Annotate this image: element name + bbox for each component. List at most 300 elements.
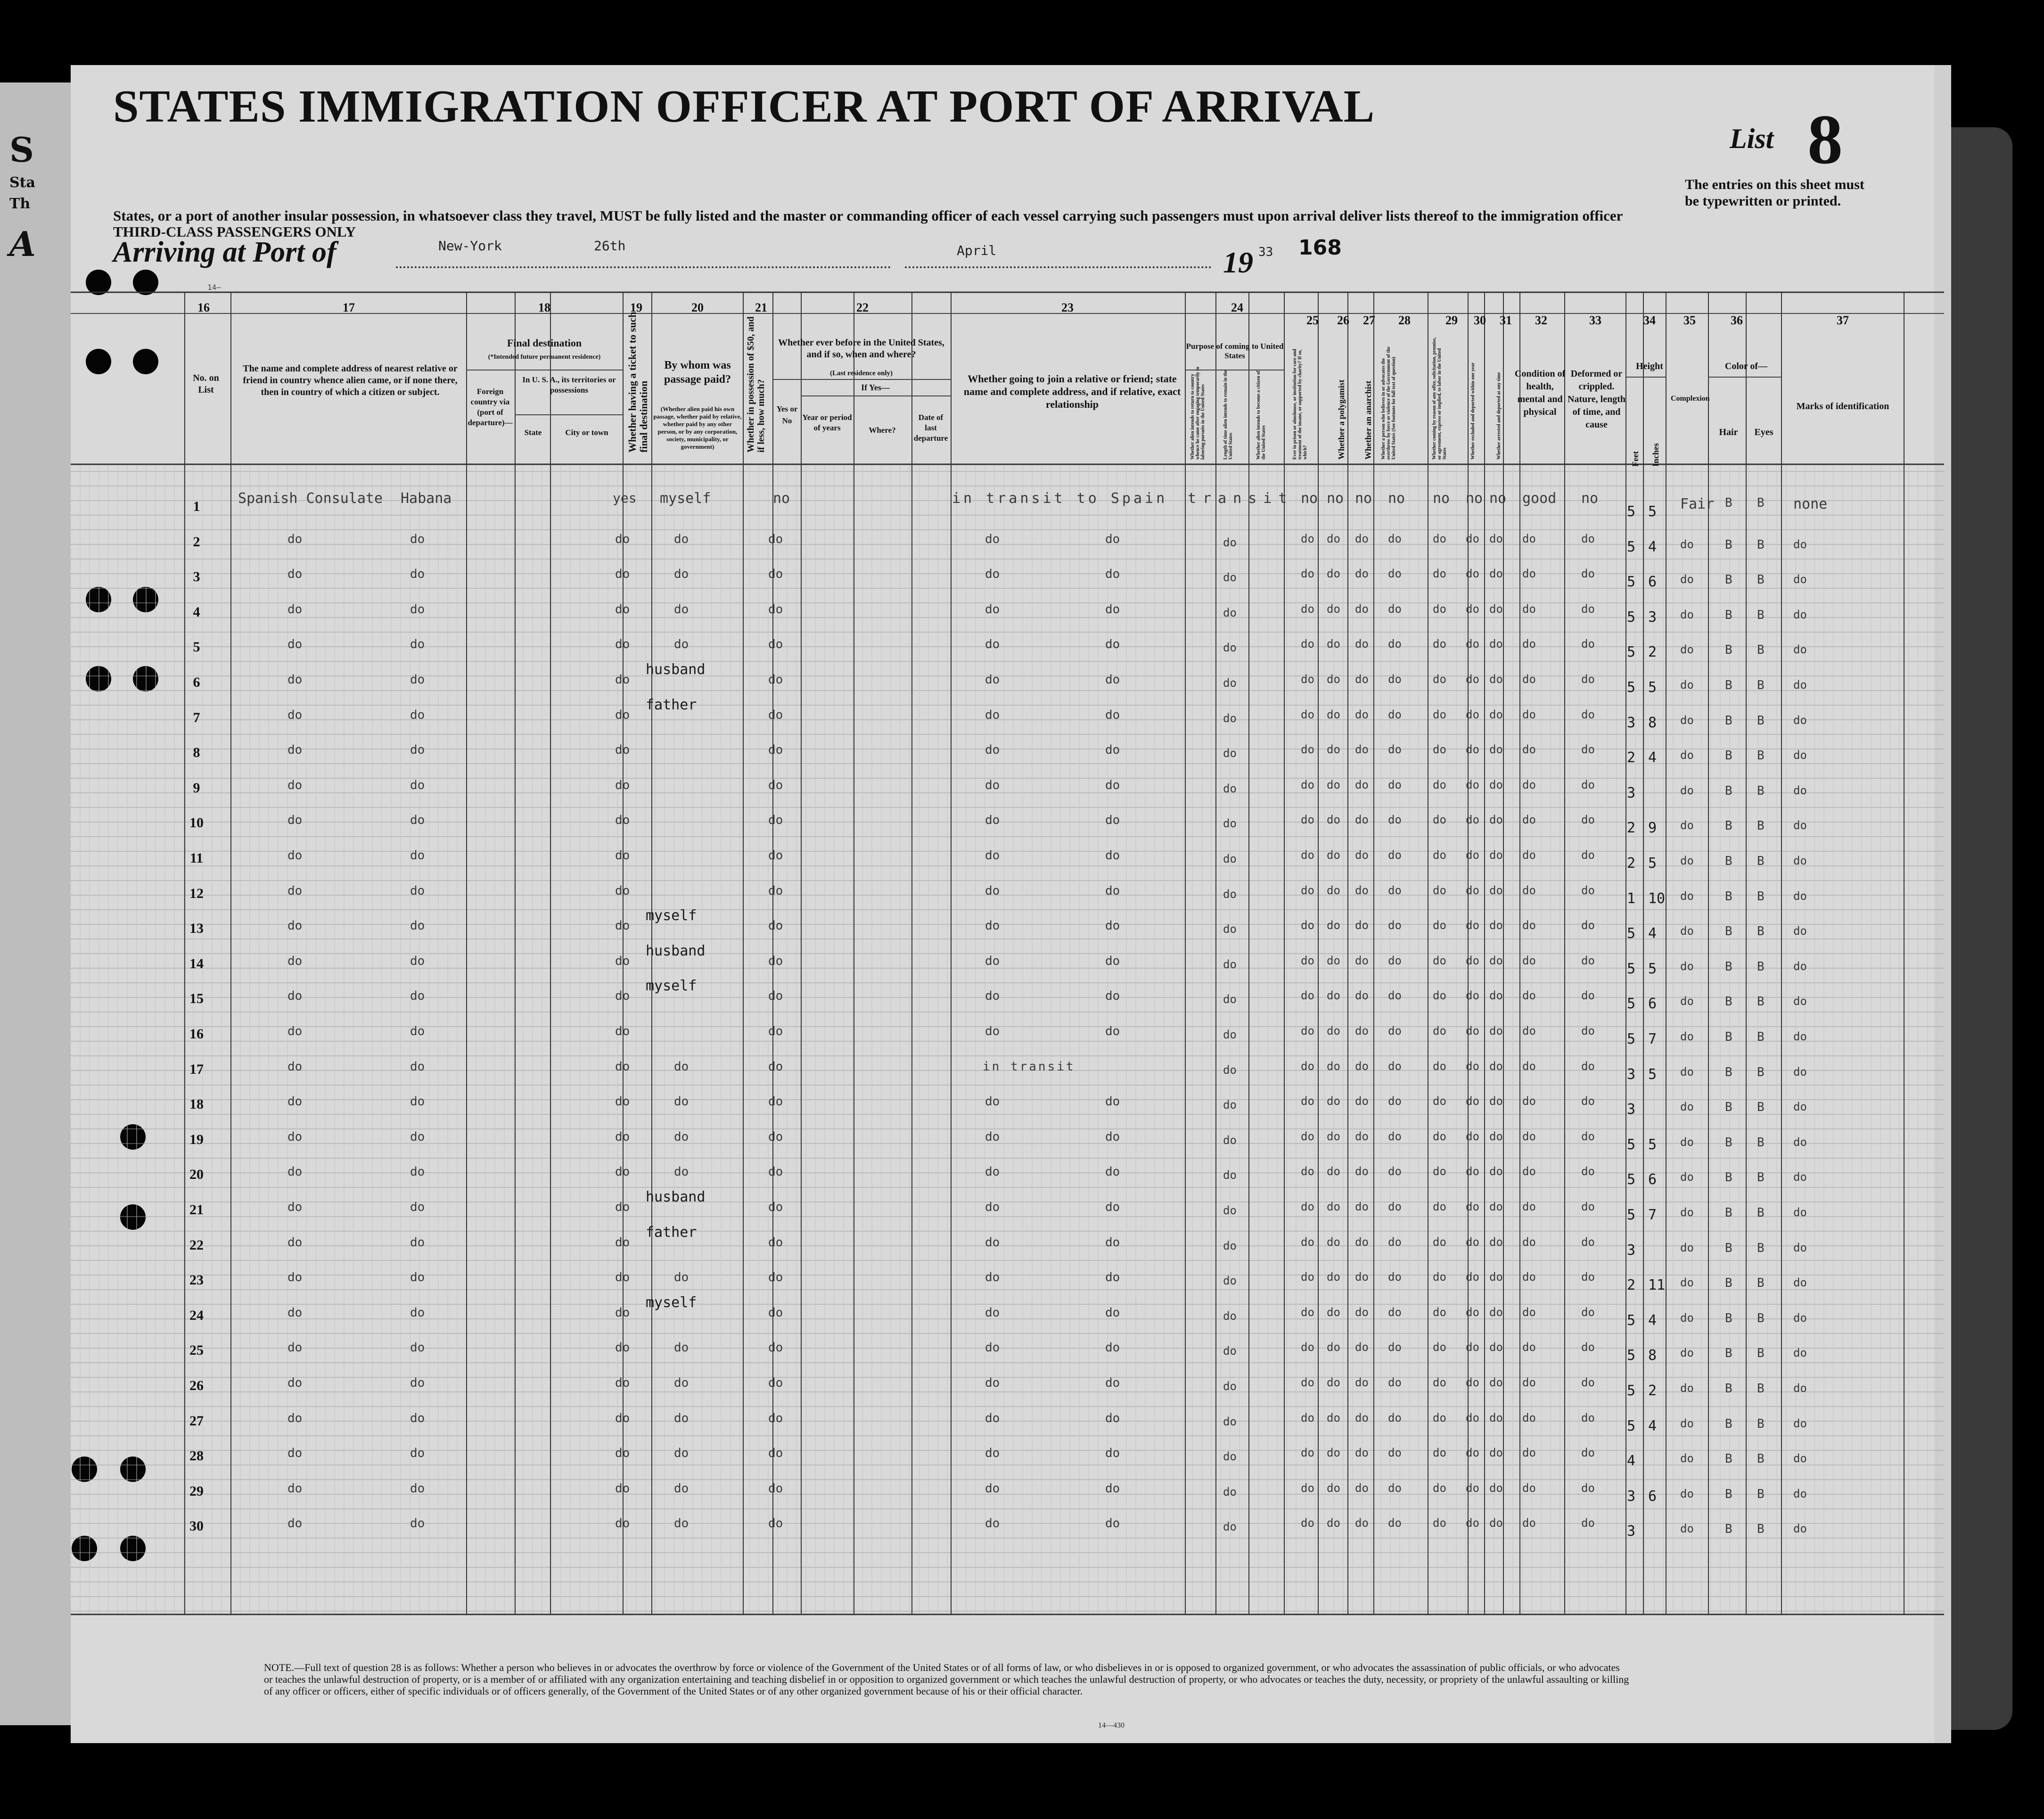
going-to-join: do: [985, 1270, 1000, 1285]
labor-offer-value: do: [1433, 1165, 1446, 1178]
height-feet: 5: [1627, 1417, 1636, 1434]
marks-value: do: [1793, 1452, 1807, 1465]
deformed-value: do: [1581, 1516, 1595, 1530]
ticket-value: do: [615, 1235, 630, 1250]
hair-value: B: [1725, 713, 1732, 728]
height-feet: 5: [1627, 574, 1636, 591]
purpose-value: do: [1223, 1063, 1237, 1077]
marks-value: do: [1793, 1100, 1807, 1114]
anarchist-value: do: [1355, 1235, 1369, 1249]
money-value: do: [768, 1516, 783, 1531]
going-to-join: do: [1105, 1095, 1120, 1109]
hair-value: B: [1725, 995, 1732, 1009]
excluded-value: do: [1466, 1341, 1479, 1354]
health-value: do: [1522, 1059, 1536, 1073]
height-feet: 5: [1627, 538, 1636, 555]
prison-value: do: [1301, 778, 1314, 791]
deformed-value: do: [1581, 1095, 1595, 1108]
excluded-value: do: [1466, 1516, 1479, 1530]
health-value: do: [1522, 989, 1536, 1003]
overthrow-value: do: [1388, 919, 1402, 932]
arrested-value: do: [1489, 1129, 1503, 1143]
row-number: 3: [193, 569, 200, 585]
going-to-join: do: [985, 708, 1000, 722]
relative-name: do: [287, 919, 303, 933]
labor-offer-value: do: [1433, 1059, 1446, 1073]
complexion-value: do: [1680, 924, 1694, 938]
hair-value: B: [1725, 1522, 1732, 1537]
anarchist-value: do: [1355, 1270, 1369, 1284]
health-value: good: [1522, 490, 1557, 507]
money-value: do: [768, 1446, 783, 1461]
day-value: 26th: [594, 238, 626, 254]
going-to-join: do: [1105, 567, 1120, 582]
money-value: do: [768, 1481, 783, 1496]
row-number: 4: [193, 604, 200, 620]
header-feet: Feet: [1631, 451, 1640, 467]
purpose-value: do: [1223, 1028, 1237, 1041]
marks-value: do: [1793, 1346, 1807, 1360]
labor-offer-value: do: [1433, 778, 1446, 791]
going-to-join: do: [985, 813, 1000, 828]
going-to-join: do: [985, 567, 1000, 582]
going-to-join: do: [985, 1305, 1000, 1320]
anarchist-value: do: [1355, 848, 1369, 862]
arrested-value: do: [1489, 1024, 1503, 1037]
eyes-value: B: [1757, 889, 1765, 904]
hair-value: B: [1725, 537, 1732, 552]
overthrow-value: do: [1388, 1446, 1402, 1460]
going-to-join: do: [1105, 919, 1120, 933]
relative-name: do: [287, 1516, 303, 1531]
going-to-join: do: [1105, 1516, 1120, 1531]
prison-value: do: [1301, 1446, 1314, 1460]
paid-by: do: [674, 1129, 689, 1144]
marks-value: do: [1793, 1135, 1807, 1149]
prison-value: do: [1301, 813, 1314, 827]
column-number: 23: [1061, 301, 1074, 314]
height-feet: 1: [1627, 890, 1636, 907]
column-number: 20: [691, 301, 704, 314]
money-value: do: [768, 989, 783, 1004]
height-inches: 5: [1648, 1066, 1657, 1083]
column-number: 26: [1337, 313, 1349, 327]
complexion-value: do: [1680, 678, 1694, 691]
going-to-join: do: [985, 1129, 1000, 1144]
header-foreign-country: Foreign country via (port of departure)—: [468, 387, 513, 427]
overthrow-value: do: [1388, 1129, 1402, 1143]
column-number: 28: [1398, 313, 1411, 327]
eyes-value: B: [1757, 1065, 1765, 1079]
height-inches: 6: [1648, 574, 1657, 591]
eyes-value: B: [1757, 496, 1765, 510]
deformed-value: do: [1581, 637, 1595, 651]
height-feet: 3: [1627, 1523, 1636, 1540]
going-to-join: do: [1105, 1270, 1120, 1285]
excluded-value: do: [1466, 708, 1479, 721]
money-value: do: [768, 1341, 783, 1355]
deformed-value: do: [1581, 919, 1595, 932]
deformed-value: do: [1581, 954, 1595, 967]
prison-value: do: [1301, 1024, 1314, 1037]
excluded-value: do: [1466, 602, 1479, 616]
height-feet: 3: [1627, 1066, 1636, 1083]
complexion-value: do: [1680, 1241, 1694, 1254]
money-value: do: [768, 1165, 783, 1179]
hair-value: B: [1725, 1346, 1732, 1361]
eyes-value: B: [1757, 1522, 1765, 1537]
header-money: Whether in possession of $50, and if less, how much?: [746, 316, 766, 453]
marks-value: do: [1793, 537, 1807, 551]
overthrow-value: do: [1388, 778, 1402, 791]
arrested-value: do: [1489, 602, 1503, 616]
relative-name: do: [287, 1341, 303, 1355]
paid-by: do: [674, 1516, 689, 1531]
polygamist-value: do: [1327, 954, 1340, 967]
going-to-join: do: [985, 532, 1000, 546]
anarchist-value: do: [1355, 637, 1369, 651]
deformed-value: no: [1581, 490, 1599, 507]
overthrow-value: do: [1388, 743, 1402, 757]
health-value: do: [1522, 1341, 1536, 1354]
deformed-value: do: [1581, 708, 1595, 721]
hair-value: B: [1725, 749, 1732, 763]
column-number: 35: [1683, 313, 1696, 327]
prison-value: do: [1301, 1341, 1314, 1354]
ticket-value: do: [615, 813, 630, 828]
height-feet: 2: [1627, 820, 1636, 837]
health-value: do: [1522, 1376, 1536, 1389]
going-to-join: do: [1105, 848, 1120, 863]
polygamist-value: do: [1327, 1270, 1340, 1284]
excluded-value: do: [1466, 1305, 1479, 1319]
prison-value: do: [1301, 602, 1314, 616]
prison-value: do: [1301, 708, 1314, 721]
paid-by: father: [646, 1224, 697, 1241]
height-inches: 6: [1648, 996, 1657, 1012]
polygamist-value: do: [1327, 567, 1340, 581]
relative-name: do: [287, 1165, 303, 1179]
ticket-value: do: [615, 954, 630, 968]
arrested-value: do: [1489, 1376, 1503, 1389]
relative-name: do: [287, 1129, 303, 1144]
marks-value: none: [1793, 496, 1828, 512]
excluded-value: do: [1466, 1446, 1479, 1460]
marks-value: do: [1793, 608, 1807, 621]
hair-value: B: [1725, 1276, 1732, 1291]
excluded-value: do: [1466, 532, 1479, 545]
complexion-value: do: [1680, 1065, 1694, 1078]
height-inches: 8: [1648, 714, 1657, 731]
relative-name: do: [287, 1481, 303, 1496]
ticket-value: do: [615, 1024, 630, 1038]
anarchist-value: do: [1355, 1165, 1369, 1178]
height-feet: 5: [1627, 1383, 1636, 1399]
deformed-value: do: [1581, 848, 1595, 862]
overthrow-value: do: [1388, 532, 1402, 545]
anarchist-value: do: [1355, 1059, 1369, 1073]
arrested-value: do: [1489, 1481, 1503, 1495]
complexion-value: do: [1680, 1452, 1694, 1465]
row-number: 29: [189, 1483, 204, 1499]
relative-place: do: [410, 1341, 425, 1355]
paid-by: husband: [646, 1189, 706, 1205]
deformed-value: do: [1581, 1376, 1595, 1389]
going-to-join: do: [1105, 1235, 1120, 1250]
height-inches: 11: [1648, 1277, 1666, 1294]
purpose-value: do: [1223, 817, 1237, 831]
paid-by: do: [674, 1481, 689, 1496]
ticket-value: do: [615, 1165, 630, 1179]
marks-value: do: [1793, 1276, 1807, 1290]
eyes-value: B: [1757, 1206, 1765, 1220]
labor-offer-value: do: [1433, 989, 1446, 1003]
prison-value: do: [1301, 883, 1314, 897]
anarchist-value: do: [1355, 778, 1369, 791]
prison-value: do: [1301, 1165, 1314, 1178]
anarchist-value: no: [1355, 490, 1372, 507]
row-number: 18: [189, 1096, 204, 1112]
ticket-value: do: [615, 919, 630, 933]
money-value: do: [768, 1235, 783, 1250]
height-feet: 5: [1627, 925, 1636, 942]
deformed-value: do: [1581, 567, 1595, 581]
column-number: 16: [197, 301, 210, 314]
anarchist-value: do: [1355, 883, 1369, 897]
height-feet: 5: [1627, 1207, 1636, 1223]
height-inches: 8: [1648, 1347, 1657, 1364]
arrested-value: do: [1489, 1411, 1503, 1424]
money-value: do: [768, 708, 783, 722]
relative-place: do: [410, 1376, 425, 1390]
deformed-value: do: [1581, 1129, 1595, 1143]
relative-name: do: [287, 1411, 303, 1425]
port-value: New-York: [438, 238, 502, 254]
excluded-value: do: [1466, 1165, 1479, 1178]
purpose-value: do: [1223, 571, 1237, 584]
header-health: Condition of health, mental and physical: [1514, 369, 1566, 417]
column-number: 25: [1306, 313, 1319, 327]
ticket-value: do: [615, 673, 630, 687]
purpose-value: do: [1223, 1133, 1237, 1147]
complexion-value: do: [1680, 1311, 1694, 1325]
money-value: no: [773, 490, 790, 507]
labor-offer-value: no: [1433, 490, 1450, 507]
row-number: 14: [189, 955, 204, 971]
eyes-value: B: [1757, 573, 1765, 587]
arrested-value: do: [1489, 708, 1503, 721]
anarchist-value: do: [1355, 1341, 1369, 1354]
labor-offer-value: do: [1433, 883, 1446, 897]
going-to-join: do: [985, 848, 1000, 863]
row-number: 20: [189, 1167, 204, 1183]
prison-value: do: [1301, 848, 1314, 862]
money-value: do: [768, 1024, 783, 1038]
column-number: 37: [1837, 313, 1849, 327]
deformed-value: do: [1581, 602, 1595, 616]
excluded-value: do: [1466, 1481, 1479, 1495]
going-to-join: do: [985, 1235, 1000, 1250]
anarchist-value: do: [1355, 1024, 1369, 1037]
height-inches: 5: [1648, 960, 1657, 977]
health-value: do: [1522, 1235, 1536, 1249]
paid-by: do: [674, 567, 689, 582]
polygamist-value: do: [1327, 1341, 1340, 1354]
overthrow-value: do: [1388, 1341, 1402, 1354]
going-to-join: do: [985, 1165, 1000, 1179]
anarchist-value: do: [1355, 567, 1369, 581]
row-number: 15: [189, 991, 204, 1007]
header-complexion: Complexion: [1671, 395, 1710, 403]
prison-value: do: [1301, 954, 1314, 967]
complexion-value: Fair: [1680, 496, 1715, 512]
height-feet: 5: [1627, 960, 1636, 977]
polygamist-value: do: [1327, 1376, 1340, 1389]
deformed-value: do: [1581, 1446, 1595, 1460]
eyes-value: B: [1757, 643, 1765, 658]
going-to-join: do: [985, 1200, 1000, 1214]
labor-offer-value: do: [1433, 567, 1446, 581]
hair-value: B: [1725, 1170, 1732, 1185]
deformed-value: do: [1581, 1024, 1595, 1037]
relative-name: do: [287, 778, 303, 792]
complexion-value: do: [1680, 643, 1694, 657]
health-value: do: [1522, 1481, 1536, 1495]
complexion-value: do: [1680, 1030, 1694, 1043]
instruction-line: States, or a port of another insular possession, in whatsoever class they travel, MUST be fully listed and the master or commanding officer of each vessel carrying such passengers must upon arrival deliver lists thereof to the immigration officer: [113, 207, 1623, 224]
excluded-value: do: [1466, 848, 1479, 862]
money-value: do: [768, 1411, 783, 1425]
prison-value: do: [1301, 1129, 1314, 1143]
row-number: 10: [189, 815, 204, 831]
hair-value: B: [1725, 783, 1732, 798]
purpose-value: do: [1223, 1450, 1237, 1464]
eyes-value: B: [1757, 1170, 1765, 1185]
money-value: do: [768, 1059, 783, 1074]
prison-value: do: [1301, 1095, 1314, 1108]
polygamist-value: do: [1327, 919, 1340, 932]
paid-by: do: [674, 602, 689, 617]
relative-name: do: [287, 954, 303, 968]
health-value: do: [1522, 954, 1536, 967]
paid-by: do: [674, 1095, 689, 1109]
ticket-value: do: [615, 1341, 630, 1355]
hair-value: B: [1725, 1382, 1732, 1396]
arriving-label: Arriving at Port of: [113, 236, 337, 268]
money-value: do: [768, 637, 783, 652]
row-number: 5: [193, 639, 200, 655]
ticket-value: do: [615, 989, 630, 1004]
prison-value: do: [1301, 1270, 1314, 1284]
relative-name: do: [287, 1200, 303, 1214]
relative-name: do: [287, 1376, 303, 1390]
anarchist-value: do: [1355, 954, 1369, 967]
polygamist-value: do: [1327, 1095, 1340, 1108]
arrested-value: do: [1489, 1059, 1503, 1073]
overthrow-value: do: [1388, 708, 1402, 721]
money-value: do: [768, 883, 783, 898]
eyes-value: B: [1757, 1030, 1765, 1044]
labor-offer-value: do: [1433, 1270, 1446, 1284]
relative-place: do: [410, 954, 425, 968]
arrested-value: do: [1489, 1305, 1503, 1319]
ticket-value: do: [615, 1059, 630, 1074]
relative-place: do: [410, 1059, 425, 1074]
health-value: do: [1522, 602, 1536, 616]
polygamist-value: do: [1327, 1305, 1340, 1319]
height-feet: 4: [1627, 1453, 1636, 1470]
prison-value: do: [1301, 989, 1314, 1003]
going-to-join: do: [985, 778, 1000, 792]
polygamist-value: do: [1327, 673, 1340, 686]
header-arrested: Whether arrested and deported at any time: [1496, 372, 1502, 460]
deformed-value: do: [1581, 1341, 1595, 1354]
height-feet: 2: [1627, 749, 1636, 766]
eyes-value: B: [1757, 608, 1765, 622]
marks-value: do: [1793, 573, 1807, 586]
row-number: 12: [189, 885, 204, 901]
month-value: April: [957, 243, 997, 258]
header-going-to-join: Whether going to join a relative or friend; state name and complete address, and if relative, exact relationship: [963, 373, 1181, 410]
anarchist-value: do: [1355, 532, 1369, 545]
going-to-join: do: [985, 954, 1000, 968]
going-to-join: do: [985, 602, 1000, 617]
paid-by: husband: [646, 661, 706, 678]
labor-offer-value: do: [1433, 1516, 1446, 1530]
going-to-join: do: [985, 743, 1000, 757]
prison-value: do: [1301, 1235, 1314, 1249]
going-to-join: do: [1105, 637, 1120, 652]
polygamist-value: do: [1327, 813, 1340, 827]
hair-value: B: [1725, 854, 1732, 868]
relative-name: do: [287, 883, 303, 898]
going-to-join: do: [985, 673, 1000, 687]
row-number: 25: [189, 1342, 204, 1358]
column-number: 21: [755, 301, 767, 314]
marks-value: do: [1793, 1416, 1807, 1430]
height-inches: 4: [1648, 925, 1657, 942]
column-number: 34: [1643, 313, 1656, 327]
marks-value: do: [1793, 959, 1807, 973]
row-number: 26: [189, 1378, 204, 1393]
anarchist-value: do: [1355, 813, 1369, 827]
ticket-value: do: [615, 602, 630, 617]
health-value: do: [1522, 778, 1536, 791]
relative-place: do: [410, 883, 425, 898]
paid-by: father: [646, 696, 697, 713]
relative-name: do: [287, 1024, 303, 1038]
height-feet: 3: [1627, 784, 1636, 801]
class-line: THIRD-CLASS PASSENGERS ONLY: [113, 223, 356, 240]
health-value: do: [1522, 1305, 1536, 1319]
hair-value: B: [1725, 959, 1732, 974]
excluded-value: do: [1466, 1270, 1479, 1284]
height-inches: 2: [1648, 1383, 1657, 1399]
deformed-value: do: [1581, 1235, 1595, 1249]
relative-name: do: [287, 989, 303, 1004]
money-value: do: [768, 1270, 783, 1285]
excluded-value: do: [1466, 1200, 1479, 1213]
arrested-value: do: [1489, 637, 1503, 651]
arrested-value: do: [1489, 1095, 1503, 1108]
header-if-yes: If Yes—: [861, 383, 890, 392]
going-to-join: do: [1105, 1200, 1120, 1214]
labor-offer-value: do: [1433, 743, 1446, 757]
hair-value: B: [1725, 1416, 1732, 1431]
going-to-join: do: [1105, 1341, 1120, 1355]
going-to-join: do: [1105, 602, 1120, 617]
height-inches: 6: [1648, 1171, 1657, 1188]
